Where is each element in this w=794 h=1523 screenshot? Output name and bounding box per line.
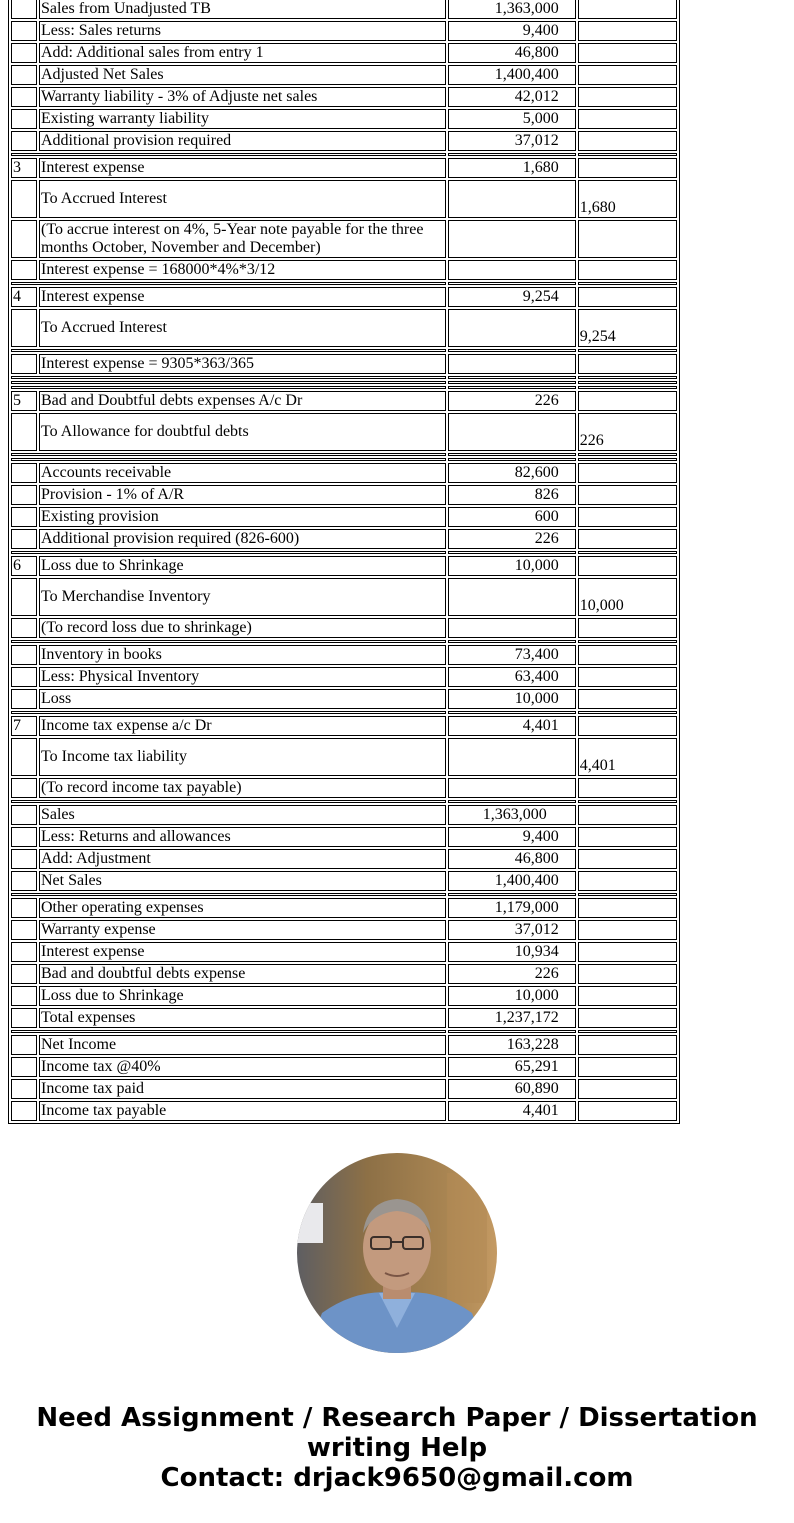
description-cell: Add: Adjustment bbox=[39, 849, 446, 869]
description-cell: Existing provision bbox=[39, 507, 446, 527]
entry-number-cell bbox=[11, 667, 37, 687]
debit-amount-cell: 1,400,400 bbox=[448, 871, 576, 891]
entry-number-cell bbox=[11, 778, 37, 798]
description-cell: Interest expense bbox=[39, 287, 446, 307]
entry-number-cell bbox=[11, 942, 37, 962]
entry-number-cell bbox=[11, 309, 37, 347]
entry-number-cell bbox=[11, 354, 37, 374]
entry-number-cell: 3 bbox=[11, 158, 37, 178]
table-row bbox=[11, 220, 677, 258]
separator-row bbox=[11, 551, 677, 554]
entry-number-cell bbox=[11, 689, 37, 709]
author-photo bbox=[297, 1153, 497, 1353]
entry-number-cell bbox=[11, 21, 37, 41]
credit-amount-cell bbox=[578, 689, 677, 709]
table-row bbox=[11, 1008, 677, 1028]
separator-cell bbox=[448, 381, 576, 384]
description-cell: Total expenses bbox=[39, 1008, 446, 1028]
credit-amount-cell bbox=[578, 485, 677, 505]
credit-amount-cell bbox=[578, 556, 677, 576]
credit-amount-cell bbox=[578, 0, 677, 19]
entry-number-cell bbox=[11, 578, 37, 616]
debit-amount-cell: 5,000 bbox=[448, 109, 576, 129]
credit-amount-cell bbox=[578, 21, 677, 41]
credit-amount-cell bbox=[578, 964, 677, 984]
separator-cell bbox=[11, 381, 446, 384]
separator-cell bbox=[448, 800, 576, 803]
separator-row bbox=[11, 711, 677, 714]
entry-number-cell: 6 bbox=[11, 556, 37, 576]
separator-cell bbox=[448, 711, 576, 714]
description-cell: Inventory in books bbox=[39, 645, 446, 665]
credit-amount-cell bbox=[578, 1101, 677, 1121]
debit-amount-cell bbox=[448, 778, 576, 798]
description-cell: Income tax expense a/c Dr bbox=[39, 716, 446, 736]
credit-amount-cell: 4,401 bbox=[578, 738, 677, 776]
table-row bbox=[11, 716, 677, 736]
table-row bbox=[11, 413, 677, 451]
debit-amount-cell bbox=[448, 309, 576, 347]
credit-amount-cell bbox=[578, 778, 677, 798]
separator-cell bbox=[11, 458, 446, 461]
description-cell: Additional provision required bbox=[39, 131, 446, 151]
debit-amount-cell bbox=[448, 220, 576, 258]
debit-amount-cell: 42,012 bbox=[448, 87, 576, 107]
separator-row bbox=[11, 458, 677, 461]
debit-amount-cell: 60,890 bbox=[448, 1079, 576, 1099]
description-cell: To Income tax liability bbox=[39, 738, 446, 776]
description-cell: Adjusted Net Sales bbox=[39, 65, 446, 85]
debit-amount-cell: 226 bbox=[448, 964, 576, 984]
table-row bbox=[11, 1079, 677, 1099]
debit-amount-cell: 63,400 bbox=[448, 667, 576, 687]
entry-number-cell bbox=[11, 898, 37, 918]
entry-number-cell: 5 bbox=[11, 391, 37, 411]
table-row bbox=[11, 21, 677, 41]
separator-cell bbox=[578, 153, 677, 156]
debit-amount-cell: 10,000 bbox=[448, 689, 576, 709]
credit-amount-cell bbox=[578, 667, 677, 687]
table-row bbox=[11, 87, 677, 107]
description-cell: Additional provision required (826-600) bbox=[39, 529, 446, 549]
debit-amount-cell: 226 bbox=[448, 391, 576, 411]
credit-amount-cell bbox=[578, 158, 677, 178]
debit-amount-cell bbox=[448, 578, 576, 616]
entry-number-cell: 7 bbox=[11, 716, 37, 736]
entry-number-cell bbox=[11, 507, 37, 527]
description-cell: Net Income bbox=[39, 1035, 446, 1055]
table-row bbox=[11, 827, 677, 847]
separator-cell bbox=[11, 376, 446, 379]
separator-row bbox=[11, 381, 677, 384]
description-cell: Loss due to Shrinkage bbox=[39, 986, 446, 1006]
table-row bbox=[11, 354, 677, 374]
separator-cell bbox=[11, 282, 446, 285]
debit-amount-cell: 9,254 bbox=[448, 287, 576, 307]
description-cell: Warranty expense bbox=[39, 920, 446, 940]
table-row bbox=[11, 849, 677, 869]
cta-contact-email: Contact: drjack9650@gmail.com bbox=[160, 1463, 634, 1493]
entry-number-cell bbox=[11, 65, 37, 85]
debit-amount-cell: 600 bbox=[448, 507, 576, 527]
entry-number-cell bbox=[11, 920, 37, 940]
separator-cell bbox=[578, 386, 677, 389]
table-row bbox=[11, 131, 677, 151]
separator-row bbox=[11, 376, 677, 379]
description-cell: Existing warranty liability bbox=[39, 109, 446, 129]
debit-amount-cell: 37,012 bbox=[448, 131, 576, 151]
description-cell: Interest expense bbox=[39, 158, 446, 178]
debit-amount-cell bbox=[448, 180, 576, 218]
debit-amount-cell: 4,401 bbox=[448, 1101, 576, 1121]
separator-row bbox=[11, 349, 677, 352]
entry-number-cell bbox=[11, 645, 37, 665]
separator-cell bbox=[11, 349, 446, 352]
credit-amount-cell bbox=[578, 920, 677, 940]
description-cell: Bad and Doubtful debts expenses A/c Dr bbox=[39, 391, 446, 411]
description-cell: Warranty liability - 3% of Adjuste net sales bbox=[39, 87, 446, 107]
entry-number-cell bbox=[11, 1101, 37, 1121]
credit-amount-cell bbox=[578, 65, 677, 85]
separator-cell bbox=[578, 458, 677, 461]
debit-amount-cell bbox=[448, 260, 576, 280]
credit-amount-cell bbox=[578, 260, 677, 280]
table-row bbox=[11, 689, 677, 709]
credit-amount-cell: 10,000 bbox=[578, 578, 677, 616]
entry-number-cell bbox=[11, 986, 37, 1006]
credit-amount-cell bbox=[578, 827, 677, 847]
separator-row bbox=[11, 1030, 677, 1033]
debit-amount-cell bbox=[448, 354, 576, 374]
debit-amount-cell: 82,600 bbox=[448, 463, 576, 483]
table-row bbox=[11, 507, 677, 527]
separator-cell bbox=[448, 640, 576, 643]
description-cell: Interest expense bbox=[39, 942, 446, 962]
description-cell: Sales bbox=[39, 805, 446, 825]
contact-banner bbox=[0, 1403, 794, 1493]
table-row bbox=[11, 556, 677, 576]
debit-amount-cell: 1,680 bbox=[448, 158, 576, 178]
separator-row bbox=[11, 453, 677, 456]
credit-amount-cell bbox=[578, 131, 677, 151]
debit-amount-cell: 1,363,000 bbox=[448, 0, 576, 19]
table-row bbox=[11, 1035, 677, 1055]
credit-amount-cell bbox=[578, 898, 677, 918]
description-cell: Interest expense = 168000*4%*3/12 bbox=[39, 260, 446, 280]
separator-cell bbox=[11, 386, 446, 389]
cta-line-2: writing Help bbox=[306, 1433, 488, 1463]
separator-cell bbox=[448, 153, 576, 156]
credit-amount-cell bbox=[578, 1057, 677, 1077]
debit-amount-cell: 10,000 bbox=[448, 986, 576, 1006]
credit-amount-cell bbox=[578, 507, 677, 527]
credit-amount-cell bbox=[578, 529, 677, 549]
credit-amount-cell bbox=[578, 986, 677, 1006]
table-row bbox=[11, 180, 677, 218]
table-row bbox=[11, 618, 677, 638]
entry-number-cell bbox=[11, 1008, 37, 1028]
separator-cell bbox=[448, 1030, 576, 1033]
credit-amount-cell bbox=[578, 618, 677, 638]
credit-amount-cell bbox=[578, 849, 677, 869]
table-row bbox=[11, 871, 677, 891]
entry-number-cell bbox=[11, 618, 37, 638]
entry-number-cell bbox=[11, 964, 37, 984]
credit-amount-cell bbox=[578, 287, 677, 307]
table-row bbox=[11, 645, 677, 665]
separator-cell bbox=[578, 453, 677, 456]
entry-number-cell bbox=[11, 260, 37, 280]
separator-cell bbox=[448, 893, 576, 896]
separator-cell bbox=[578, 282, 677, 285]
separator-cell bbox=[578, 551, 677, 554]
credit-amount-cell: 9,254 bbox=[578, 309, 677, 347]
credit-amount-cell bbox=[578, 354, 677, 374]
credit-amount-cell bbox=[578, 1079, 677, 1099]
separator-row bbox=[11, 386, 677, 389]
description-cell: Add: Additional sales from entry 1 bbox=[39, 43, 446, 63]
table-row bbox=[11, 391, 677, 411]
entry-number-cell bbox=[11, 463, 37, 483]
separator-cell bbox=[578, 381, 677, 384]
description-cell: Less: Returns and allowances bbox=[39, 827, 446, 847]
description-cell: Loss due to Shrinkage bbox=[39, 556, 446, 576]
separator-cell bbox=[11, 551, 446, 554]
table-row bbox=[11, 805, 677, 825]
entry-number-cell bbox=[11, 1079, 37, 1099]
credit-amount-cell bbox=[578, 109, 677, 129]
description-cell: Loss bbox=[39, 689, 446, 709]
entry-number-cell bbox=[11, 220, 37, 258]
entry-number-cell bbox=[11, 87, 37, 107]
credit-amount-cell bbox=[578, 463, 677, 483]
credit-amount-cell bbox=[578, 220, 677, 258]
separator-cell bbox=[448, 282, 576, 285]
debit-amount-cell: 826 bbox=[448, 485, 576, 505]
debit-amount-cell: 163,228 bbox=[448, 1035, 576, 1055]
separator-cell bbox=[448, 349, 576, 352]
credit-amount-cell: 226 bbox=[578, 413, 677, 451]
table-row bbox=[11, 986, 677, 1006]
separator-cell bbox=[448, 376, 576, 379]
debit-amount-cell: 9,400 bbox=[448, 827, 576, 847]
separator-cell bbox=[11, 893, 446, 896]
entry-number-cell bbox=[11, 738, 37, 776]
table-row bbox=[11, 287, 677, 307]
description-cell: To Accrued Interest bbox=[39, 180, 446, 218]
debit-amount-cell: 10,934 bbox=[448, 942, 576, 962]
table-row bbox=[11, 463, 677, 483]
table-row bbox=[11, 158, 677, 178]
separator-cell bbox=[11, 1030, 446, 1033]
separator-cell bbox=[578, 1030, 677, 1033]
separator-cell bbox=[448, 458, 576, 461]
description-cell: Income tax @40% bbox=[39, 1057, 446, 1077]
separator-row bbox=[11, 640, 677, 643]
entry-number-cell bbox=[11, 109, 37, 129]
entry-number-cell bbox=[11, 43, 37, 63]
credit-amount-cell bbox=[578, 43, 677, 63]
entry-number-cell bbox=[11, 805, 37, 825]
credit-amount-cell bbox=[578, 942, 677, 962]
description-cell: (To record income tax payable) bbox=[39, 778, 446, 798]
separator-cell bbox=[448, 551, 576, 554]
debit-amount-cell: 37,012 bbox=[448, 920, 576, 940]
debit-amount-cell: 1,363,000 bbox=[448, 805, 576, 825]
separator-row bbox=[11, 893, 677, 896]
table-row bbox=[11, 0, 677, 19]
debit-amount-cell bbox=[448, 413, 576, 451]
credit-amount-cell bbox=[578, 1008, 677, 1028]
description-cell: Income tax paid bbox=[39, 1079, 446, 1099]
description-cell: Sales from Unadjusted TB bbox=[39, 0, 446, 19]
debit-amount-cell: 9,400 bbox=[448, 21, 576, 41]
entry-number-cell bbox=[11, 131, 37, 151]
entry-number-cell bbox=[11, 0, 37, 19]
debit-amount-cell: 1,400,400 bbox=[448, 65, 576, 85]
table-row bbox=[11, 260, 677, 280]
table-row bbox=[11, 778, 677, 798]
credit-amount-cell bbox=[578, 805, 677, 825]
description-cell: Interest expense = 9305*363/365 bbox=[39, 354, 446, 374]
credit-amount-cell bbox=[578, 391, 677, 411]
entry-number-cell bbox=[11, 1057, 37, 1077]
credit-amount-cell bbox=[578, 87, 677, 107]
table-row bbox=[11, 1057, 677, 1077]
credit-amount-cell bbox=[578, 645, 677, 665]
debit-amount-cell: 73,400 bbox=[448, 645, 576, 665]
description-cell: Provision - 1% of A/R bbox=[39, 485, 446, 505]
table-row bbox=[11, 898, 677, 918]
description-cell: (To record loss due to shrinkage) bbox=[39, 618, 446, 638]
cta-line-1: Need Assignment / Research Paper / Dissertation bbox=[36, 1403, 758, 1433]
journal-entries-table bbox=[8, 0, 680, 1124]
table-row bbox=[11, 578, 677, 616]
separator-cell bbox=[448, 386, 576, 389]
debit-amount-cell bbox=[448, 618, 576, 638]
description-cell: (To accrue interest on 4%, 5-Year note payable for the three months October, November and December) bbox=[39, 220, 446, 258]
debit-amount-cell: 226 bbox=[448, 529, 576, 549]
description-cell: Net Sales bbox=[39, 871, 446, 891]
credit-amount-cell bbox=[578, 716, 677, 736]
entry-number-cell bbox=[11, 485, 37, 505]
debit-amount-cell: 46,800 bbox=[448, 849, 576, 869]
credit-amount-cell bbox=[578, 1035, 677, 1055]
description-cell: To Merchandise Inventory bbox=[39, 578, 446, 616]
table-row bbox=[11, 485, 677, 505]
entry-number-cell bbox=[11, 529, 37, 549]
entry-number-cell: 4 bbox=[11, 287, 37, 307]
table-row bbox=[11, 65, 677, 85]
table-row bbox=[11, 667, 677, 687]
description-cell: Less: Physical Inventory bbox=[39, 667, 446, 687]
debit-amount-cell: 65,291 bbox=[448, 1057, 576, 1077]
separator-cell bbox=[578, 800, 677, 803]
separator-cell bbox=[578, 376, 677, 379]
table-row bbox=[11, 43, 677, 63]
table-row bbox=[11, 1101, 677, 1121]
separator-cell bbox=[11, 640, 446, 643]
entry-number-cell bbox=[11, 180, 37, 218]
description-cell: To Accrued Interest bbox=[39, 309, 446, 347]
entry-number-cell bbox=[11, 849, 37, 869]
description-cell: Income tax payable bbox=[39, 1101, 446, 1121]
separator-cell bbox=[578, 349, 677, 352]
separator-cell bbox=[448, 453, 576, 456]
table-row bbox=[11, 529, 677, 549]
separator-cell bbox=[578, 893, 677, 896]
separator-cell bbox=[11, 453, 446, 456]
description-cell: To Allowance for doubtful debts bbox=[39, 413, 446, 451]
table-row bbox=[11, 309, 677, 347]
description-cell: Bad and doubtful debts expense bbox=[39, 964, 446, 984]
entry-number-cell bbox=[11, 871, 37, 891]
table-row bbox=[11, 964, 677, 984]
debit-amount-cell: 1,179,000 bbox=[448, 898, 576, 918]
debit-amount-cell bbox=[448, 738, 576, 776]
table-row bbox=[11, 920, 677, 940]
separator-row bbox=[11, 282, 677, 285]
separator-cell bbox=[11, 711, 446, 714]
entry-number-cell bbox=[11, 413, 37, 451]
entry-number-cell bbox=[11, 827, 37, 847]
credit-amount-cell bbox=[578, 871, 677, 891]
description-cell: Less: Sales returns bbox=[39, 21, 446, 41]
table-row bbox=[11, 109, 677, 129]
table-row bbox=[11, 942, 677, 962]
separator-cell bbox=[11, 153, 446, 156]
description-cell: Accounts receivable bbox=[39, 463, 446, 483]
debit-amount-cell: 4,401 bbox=[448, 716, 576, 736]
debit-amount-cell: 46,800 bbox=[448, 43, 576, 63]
entry-number-cell bbox=[11, 1035, 37, 1055]
separator-row bbox=[11, 800, 677, 803]
author-portrait-icon bbox=[297, 1153, 497, 1353]
table-row bbox=[11, 738, 677, 776]
debit-amount-cell: 1,237,172 bbox=[448, 1008, 576, 1028]
journal-body bbox=[11, 0, 677, 1121]
separator-row bbox=[11, 153, 677, 156]
debit-amount-cell: 10,000 bbox=[448, 556, 576, 576]
separator-cell bbox=[578, 640, 677, 643]
description-cell: Other operating expenses bbox=[39, 898, 446, 918]
credit-amount-cell: 1,680 bbox=[578, 180, 677, 218]
separator-cell bbox=[11, 800, 446, 803]
separator-cell bbox=[578, 711, 677, 714]
